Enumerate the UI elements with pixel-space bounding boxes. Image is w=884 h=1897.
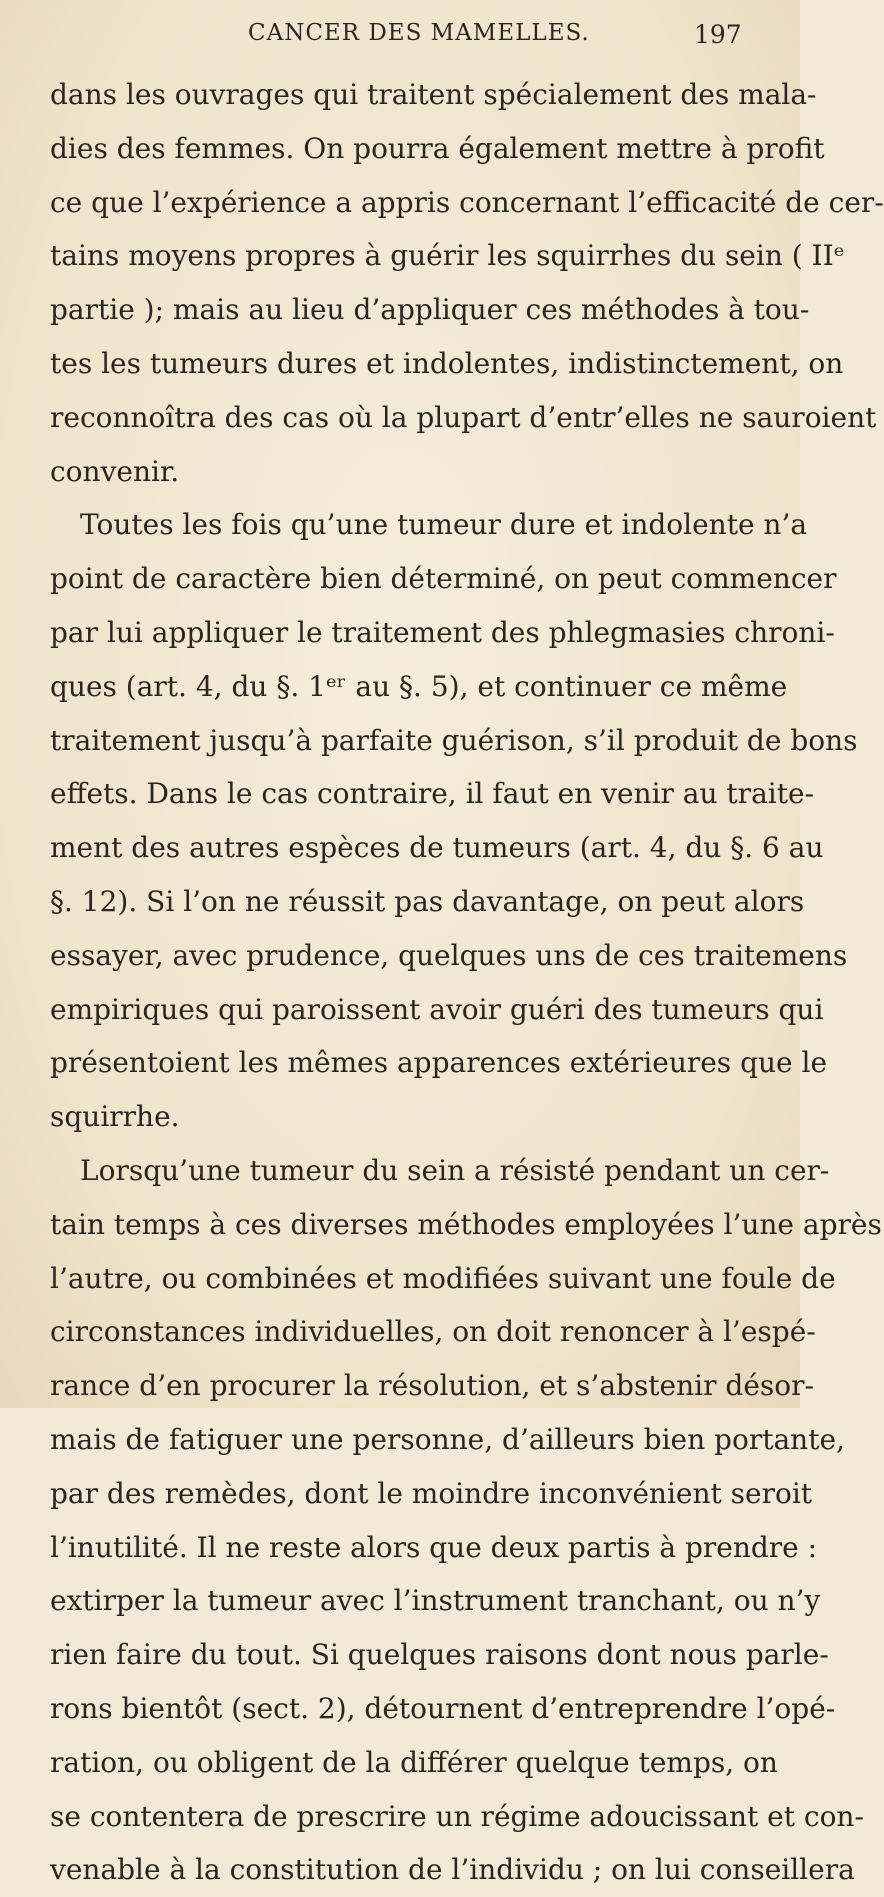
running-title: CANCER DES MAMELLES. [248,20,590,46]
text-line: venable à la constitution de l’individu ; on lui conseillera [50,1853,855,1887]
paragraph-2 [50,498,858,1144]
text-line: partie ); mais au lieu d’appliquer ces méthodes à tou- [50,293,810,327]
page-number: 197 [694,20,742,49]
text-line: mais de fatiguer une personne, d’ailleurs bien portante, [50,1422,845,1456]
page-header [0,20,800,54]
text-line: ce que l’expérience a appris concernant l’efficacité de cer- [50,185,884,219]
text-line: convenir. [50,454,180,488]
text-line: dans les ouvrages qui traitent spécialement des mala- [50,78,817,111]
text-line: ment des autres espèces de tumeurs (art. 4, du §. 6 au [50,831,824,865]
text-line: tain temps à ces diverses méthodes employées l’une après [50,1207,882,1241]
text-line: rien faire du tout. Si quelques raisons dont nous parle- [50,1638,829,1672]
text-line: ration, ou obligent de la différer quelque temps, on [50,1745,778,1779]
paragraph-3 [50,1144,882,1897]
body-text [50,68,884,1897]
text-line: l’autre, ou combinées et modifiées suivant une foule de [50,1261,836,1295]
text-line: présentoient les mêmes apparences extérieures que le [50,1046,828,1080]
text-line: essayer, avec prudence, quelques uns de ces traitemens [50,938,848,972]
text-line: Toutes les fois qu’une tumeur dure et indolente n’a [80,508,808,542]
text-line: empiriques qui paroissent avoir guéri des tumeurs qui [50,992,824,1026]
text-line: rance d’en procurer la résolution, et s’abstenir désor- [50,1369,814,1403]
text-line: se contentera de prescrire un régime adoucissant et con- [50,1799,864,1833]
text-line: point de caractère bien déterminé, on peut commencer [50,562,837,596]
text-line: ques (art. 4, du §. 1ᵉʳ au §. 5), et continuer ce même [50,669,788,703]
text-line: tains moyens propres à guérir les squirrhes du sein ( IIᵉ [50,239,845,273]
text-line: tes les tumeurs dures et indolentes, indistinctement, on [50,346,844,380]
text-line: Lorsqu’une tumeur du sein a résisté pendant un cer- [80,1153,830,1187]
text-line: traitement jusqu’à parfaite guérison, s’il produit de bons [50,723,858,757]
paragraph-1 [50,68,884,498]
text-line: extirper la tumeur avec l’instrument tranchant, ou n’y [50,1584,821,1618]
text-line: par des remèdes, dont le moindre inconvénient seroit [50,1476,813,1510]
text-line: circonstances individuelles, on doit renoncer à l’espé- [50,1315,816,1349]
text-line: squirrhe. [50,1100,180,1134]
text-line: §. 12). Si l’on ne réussit pas davantage, on peut alors [50,884,805,918]
text-line: par lui appliquer le traitement des phlegmasies chroni- [50,615,835,649]
text-line: effets. Dans le cas contraire, il faut en venir au traite- [50,777,814,811]
text-line: l’inutilité. Il ne reste alors que deux partis à prendre : [50,1530,818,1564]
text-line: rons bientôt (sect. 2), détournent d’entreprendre l’opé- [50,1691,836,1725]
text-line: dies des femmes. On pourra également mettre à profit [50,131,825,165]
text-line: reconnoîtra des cas où la plupart d’entr’elles ne sauroient [50,400,877,434]
